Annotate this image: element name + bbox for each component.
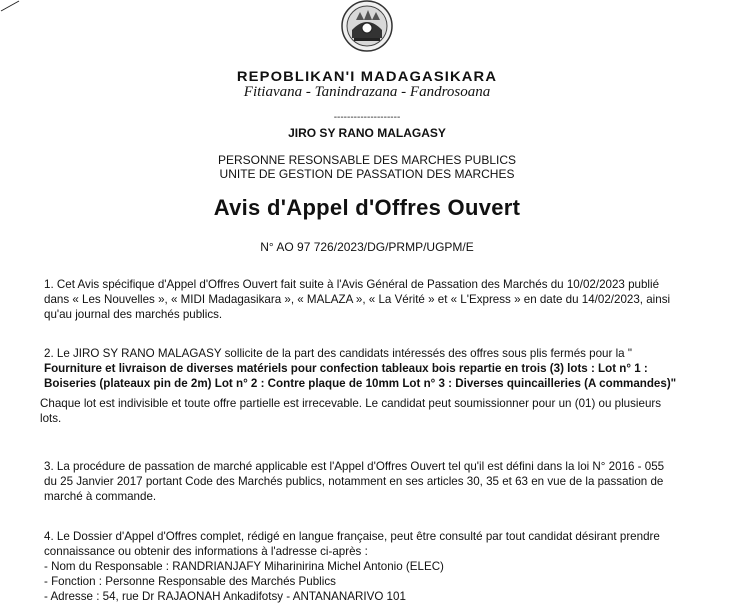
corner-scan-mark (0, 0, 20, 12)
paragraph-line: lots. (40, 412, 62, 425)
lot-description-line: Boiseries (plateaux pin de 2m) Lot n° 2 : Contre plaque de 10mm Lot n° 3 : Diverses quincailleries (A commandes)" (44, 377, 677, 390)
paragraph-3 (44, 459, 664, 504)
paragraph-line: 1. Cet Avis spécifique d'Appel d'Offres Ouvert fait suite à l'Avis Général de Passation des Marchés du 10/02/2023 publié (44, 278, 660, 291)
separator-line: -------------------- (333, 112, 401, 123)
procurement-unit (0, 153, 734, 181)
paragraph-1 (44, 277, 670, 322)
notice-reference: N° AO 97 726/2023/DG/PRMP/UGPM/E (260, 240, 474, 254)
paragraph-4 (44, 529, 660, 604)
notice-title: Avis d'Appel d'Offres Ouvert (213, 195, 521, 220)
paragraph-line: qu'au journal des marchés publics. (44, 308, 223, 321)
paragraph-line: 2. Le JIRO SY RANO MALAGASY sollicite de la part des candidats intéressés des offres sous plis fermés pour la " (44, 347, 632, 360)
lot-description-line: Fourniture et livraison de diverses matériels pour confection tableaux bois repartie en trois (3) lots : Lot n° 1 : (44, 362, 648, 375)
paragraph-2 (44, 346, 676, 391)
paragraph-line: 4. Le Dossier d'Appel d'Offres complet, rédigé en langue française, peut être consulté par tout candidat désirant prendre (44, 530, 660, 543)
national-motto: Fitiavana - Tanindrazana - Fandrosoana (243, 84, 491, 100)
unit-line-2: UNITE DE GESTION DE PASSATION DES MARCHES (219, 167, 515, 181)
unit-line-1: PERSONNE RESONSABLE DES MARCHES PUBLICS (217, 153, 517, 167)
paragraph-line: Chaque lot est indivisible et toute offre partielle est irrecevable. Le candidat peut soumissionner pour un (01) ou plusieurs (40, 397, 662, 410)
contact-function: - Fonction : Personne Responsable des Marchés Publics (44, 575, 336, 588)
national-seal-emblem (338, 0, 396, 58)
paragraph-line: marché à commande. (44, 490, 157, 503)
paragraph-line: du 25 Janvier 2017 portant Code des Marchés publics, notamment en ses articles 30, 35 et 63 en vue de la passation de (44, 475, 664, 488)
paragraph-2-continued (40, 396, 661, 426)
paragraph-line: connaissance ou obtenir des informations à l'adresse ci-après : (44, 545, 368, 558)
republic-name: REPOBLIKAN'I MADAGASIKARA (236, 68, 498, 84)
contact-name: - Nom du Responsable : RANDRIANJAFY Miharinirina Michel Antonio (ELEC) (44, 560, 444, 573)
organization-name: JIRO SY RANO MALAGASY (288, 126, 446, 140)
paragraph-line: dans « Les Nouvelles », « MIDI Madagasikara », « MALAZA », « La Vérité » et « L'Express » en date du 14/02/2023, ainsi (44, 293, 671, 306)
contact-address: - Adresse : 54, rue Dr RAJAONAH Ankadifotsy - ANTANANARIVO 101 (44, 590, 406, 603)
paragraph-line: 3. La procédure de passation de marché applicable est l'Appel d'Offres Ouvert tel qu'il est défini dans la loi N° 2016 - 055 (44, 460, 665, 473)
